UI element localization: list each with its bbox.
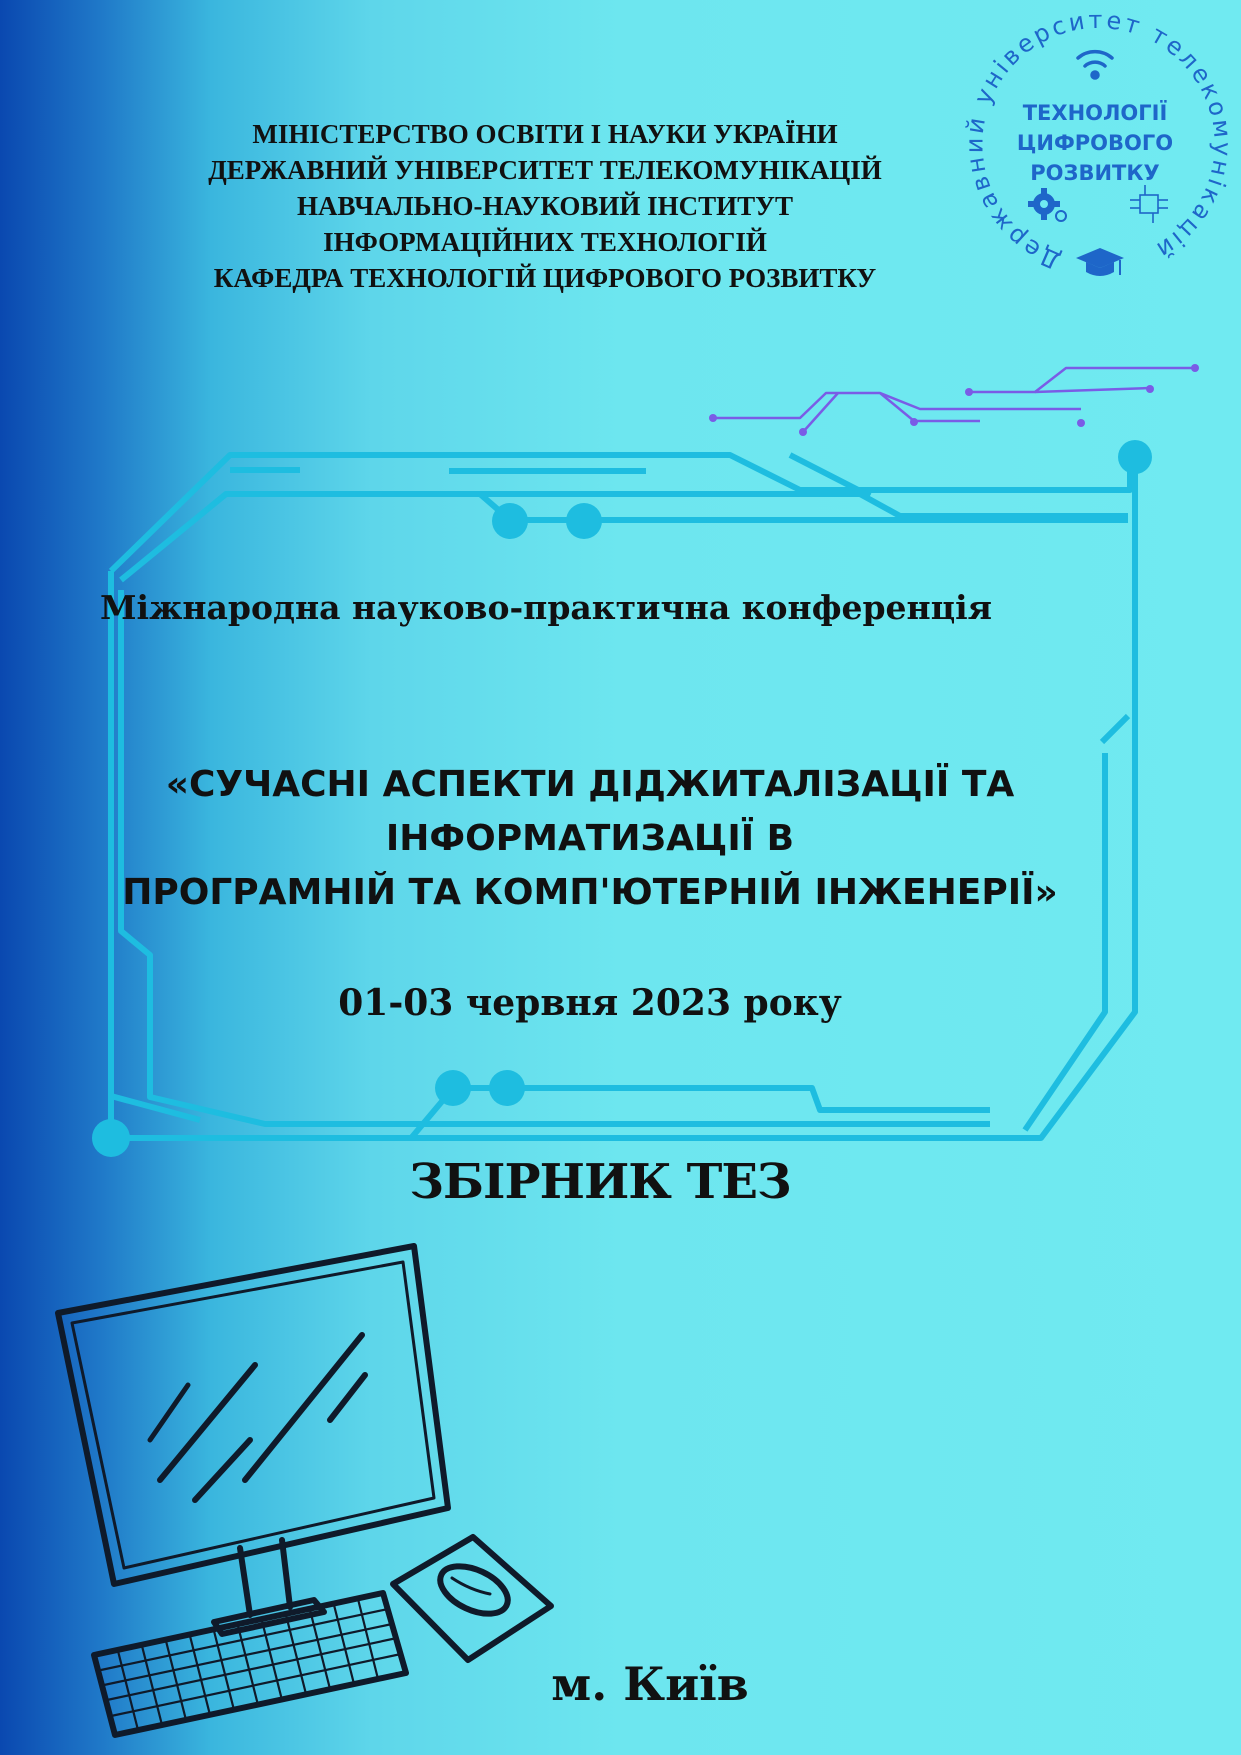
header-line-it: ІНФОРМАЦІЙНИХ ТЕХНОЛОГІЙ <box>323 227 767 257</box>
logo-line-3: РОЗВИТКУ <box>1030 161 1160 185</box>
header-line-university: ДЕРЖАВНИЙ УНІВЕРСИТЕТ ТЕЛЕКОМУНІКАЦІЙ <box>208 155 882 185</box>
institution-header <box>200 116 890 296</box>
logo-ring-text: Державний університет телекомунікацій <box>960 5 1237 275</box>
header-line-institute: НАВЧАЛЬНО-НАУКОВИЙ ІНСТИТУТ <box>297 191 793 221</box>
city-label: м. Київ <box>551 1657 749 1711</box>
collection-label: ЗБІРНИК ТЕЗ <box>409 1154 791 1210</box>
logo-line-1: ТЕХНОЛОГІЇ <box>1022 101 1168 125</box>
title-line-3: ПРОГРАМНІЙ ТА КОМП'ЮТЕРНІЙ ІНЖЕНЕРІЇ» <box>122 872 1058 913</box>
title-line-2: ІНФОРМАТИЗАЦІЇ В <box>385 818 795 859</box>
title-line-1: «СУЧАСНІ АСПЕКТИ ДІДЖИТАЛІЗАЦІЇ ТА <box>165 764 1015 805</box>
conference-type: Міжнародна науково-практична конференція <box>100 588 992 627</box>
conference-date: 01-03 червня 2023 року <box>338 982 842 1024</box>
header-line-department: КАФЕДРА ТЕХНОЛОГІЙ ЦИФРОВОГО РОЗВИТКУ <box>213 263 877 293</box>
header-line-ministry: МІНІСТЕРСТВО ОСВІТИ І НАУКИ УКРАЇНИ <box>252 119 838 149</box>
conference-title <box>100 758 1080 920</box>
logo-line-2: ЦИФРОВОГО <box>1016 131 1174 155</box>
